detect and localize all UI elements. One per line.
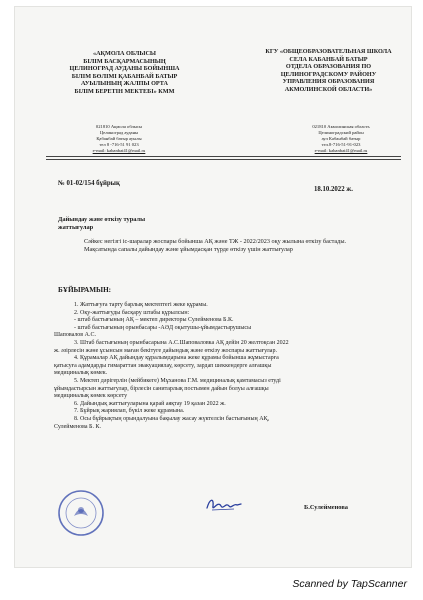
order-item: 7. Бұйрық жариялап, бүкіл жеке құрамына. [74,408,185,415]
address-line: Целиноград ауданы [99,130,139,135]
header-left-line: БІЛІМ БӨЛІМІ ҚАБАНБАЙ БАТЫР [71,72,178,80]
header-right-line: СЕЛА КАБАНБАЙ БАТЫР [289,55,368,63]
order-item: - штаб бастығының АҚ – мектеп директоры Сулейменова Б.К. [74,317,234,324]
address-line: тел.8-716-51-91-023 [321,142,361,147]
address-line: 021810 Акмолинская область [312,124,370,129]
header-left-line: БІЛІМ БЕРЕТІН МЕКТЕБІ» КММ [74,87,175,95]
header-right [246,48,411,94]
address-right [276,124,406,154]
document-title [58,216,145,232]
address-line: тел 8 -716-51 91 023 [99,142,139,147]
order-item: 6. Дайындық жаттығуларына қарай аяқтау 19 қазан 2022 ж. [74,400,226,407]
order-items [54,302,404,431]
order-item: 1. Жаттығуға тарту барлық мектептегі жеке құрамы. [74,302,208,308]
header-left-line: ЦЕЛИНОГРАД АУДАНЫ БОЙЫНША [69,65,180,73]
email-link[interactable]: e-mail: kabanbai41@mail.ru [314,148,368,153]
address-left [54,124,184,154]
header-left-line: АУЫЛЫНЫҢ ЖАЛПЫ ОРТА [80,80,169,88]
header-left [42,50,207,96]
order-item: 4. Құрамалар АҚ дайындау құралымдарына жеке құрамы бойынша жұмыстарға [74,355,279,362]
order-item: ұйымдастырсын жаттығулар, бірлесін санитарлық постымен дайын болуы алғашқы [54,385,269,392]
address-line: Целиноградский район [318,130,364,135]
order-item: 2. Оқу-жаттығуды басқару штабы құрылсын: [74,309,190,316]
document-page [14,6,412,568]
header-right-line: ЦЕЛИНОГРАДСКОМУ РАЙОНУ [280,70,377,78]
header-right-line: КГУ «ОБЩЕОБРАЗОВАТЕЛЬНАЯ ШКОЛА [265,48,392,55]
header-right-line: УПРАВЛЕНИЯ ОБРАЗОВАНИЯ [282,78,375,86]
title-line: Дайындау және өткізу туралы [58,216,146,223]
email-link[interactable]: e-mail: kabanbai41@mail.ru [92,148,146,153]
header-left-line: БІЛІМ БАСҚАРМАСЫНЫҢ [83,57,166,65]
address-line: 021810 Ақмола облысы [95,124,143,129]
order-item: 8. Осы бұйрықтың орындалуына бақылау жасау жүктелсін бастығының АҚ, [74,415,270,422]
signer-name: Б.Сулейменова [304,504,348,511]
header-divider [46,156,401,157]
scanner-watermark: Scanned by TapScanner [292,578,407,590]
header-right-line: АКМОЛИНСКОЙ ОБЛАСТИ» [284,85,373,93]
order-item: медициналық көмек көрсету [54,393,128,400]
order-item: 3. Штаб бастығының орынбасарына А.С.Шаповаловка АҚ дейін 20 желтоқсан 2022 [74,339,289,346]
intro-text [58,238,402,254]
header-right-line: ОТДЕЛА ОБРАЗОВАНИЯ ПО [285,63,372,71]
header-divider [46,159,401,160]
order-item: - штаб бастығының орынбасары -АӘД оқытушы-ұйымдастырушысы [74,324,252,331]
signature-icon [204,494,244,516]
order-item: ж. әзірлесін және ұсынсын маған бекітуге дайындық және өткізу жоспары жаттығулар. [54,347,277,354]
address-line: Қабанбай батыр ауылы [96,136,142,141]
order-heading: БҰЙЫРАМЫН: [58,286,112,294]
address-line: аул Кабанбай батыр [321,136,361,141]
order-item: Сулейменова Б. К. [54,423,101,430]
order-item: 5. Мектеп дәрігерлін (мейбикеге) Мұханова Г.М. медициналық қамтамасыз етуді [74,377,281,384]
order-date: 18.10.2022 ж. [314,186,353,193]
intro-paragraph: Сәйкес негізгі іс-шаралар жоспары бойынша АҚ және ТЖ - 2022/2023 оқу жылына өткізу бастады. [84,238,347,245]
order-item: Шаповалов А.С. [54,332,96,339]
title-line: жаттығулар [58,224,94,231]
order-item: медициналық көмек. [54,370,108,377]
header-left-line: «АҚМОЛА ОБЛЫСЫ [93,50,156,57]
official-seal-icon [56,488,106,538]
order-number: № 01-02/154 бұйрық [58,180,120,187]
intro-paragraph: Мақсатында сапалы дайындау және ұйымдасқан түрде өткізу үшін жаттығулар [84,246,293,254]
order-item: қатысуға адамдарды гимараттан эвакуациялау, көрсету, зардап шеккендерге алғашқы [54,362,272,369]
